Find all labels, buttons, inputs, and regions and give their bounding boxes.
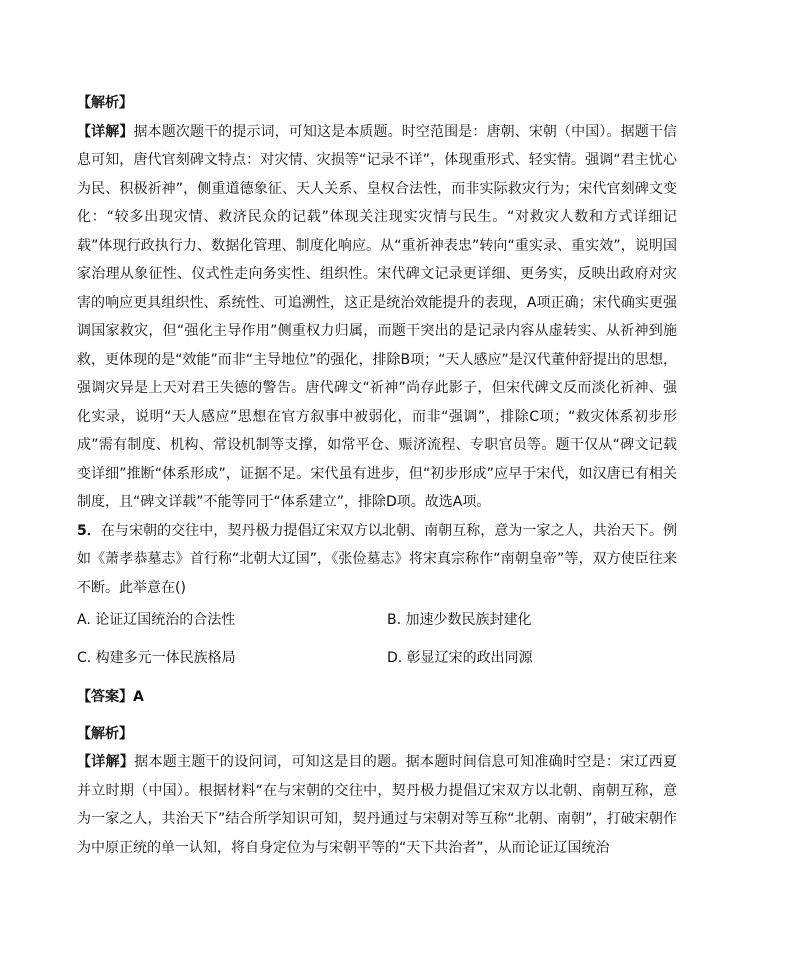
question-stem-text: 在与宋朝的交往中，契丹极力提倡辽宋双方以北朝、南朝互称，意为一家之人，共治天下。例如《萧孝恭墓志》首行称“北朝大辽国”，《张俭墓志》将宋真宗称作“南朝皇帝”等，双方使臣往来不断。此举意在()	[77, 522, 677, 596]
question-number: 5．	[77, 522, 101, 539]
answer-line	[77, 683, 677, 712]
document-content	[77, 89, 677, 862]
analysis-label-2: 【解析】	[77, 725, 133, 742]
answer-options	[77, 606, 677, 683]
detail-text: 据本题次题干的提示词，可知这是本质题。时空范围是：唐朝、宋朝（中国）。据题干信息可知，唐代官刻碑文特点：对灾情、灾损等“记录不详”，体现重形式、轻实情。强调“君主忧心为民、积极祈神”，侧重道德象征、天人关系、皇权合法性，而非实际救灾行为；宋代官刻碑文变化：“较多出现灾情、救济民众的记载”体现关注现实灾情与民生。“对救灾人数和方式详细记载”体现行政执行力、数据化管理、制度化响应。从“重祈神表忠”转向“重实录、重实效”，说明国家治理从象征性、仪式性走向务实性、组织性。宋代碑文记录更详细、更务实，反映出政府对灾害的响应更具组织性、系统性、可追溯性，这正是统治效能提升的表现，A项正确；宋代确实更强调国家救灾，但“强化主导作用”侧重权力归属，而题干突出的是记录内容从虚转实、从祈神到施救，更体现的是“效能”而非“主导地位”的强化，排除B项；“天人感应”是汉代董仲舒提出的思想，强调灾异是上天对君王失德的警告。唐代碑文“祈神”尚存此影子，但宋代碑文反而淡化祈神、强化实录，说明“天人感应”思想在官方叙事中被弱化，而非“强调”，排除C项；“救灾体系初步形成”需有制度、机构、常设机制等支撑，如常平仓、赈济流程、专职官员等。题干仅从“碑文记载变详细”推断“体系形成”，证据不足。宋代虽有进步，但“初步形成”应早于宋代，如汉唐已有相关制度，且“碑文详载”不能等同于“体系建立”，排除D项。故选A项。	[77, 123, 678, 510]
detail-paragraph-2	[77, 748, 677, 862]
detail-label: 【详解】	[77, 123, 134, 140]
answer-label: 【答案】	[77, 689, 133, 705]
option-a: A. 论证辽国统治的合法性	[77, 612, 236, 628]
analysis-heading-1	[77, 89, 677, 118]
detail-text-2: 据本题主题干的设问词，可知这是目的题。据本题时间信息可知准确时空是：宋辽西夏并立时期（中国）。根据材料“在与宋朝的交往中，契丹极力提倡辽宋双方以北朝、南朝互称，意为一家之人，共治天下”结合所学知识可知，契丹通过与宋朝对等互称“北朝、南朝”，打破宋朝作为中原正统的单一认知，将自身定位为与宋朝平等的“天下共治者”，从而论证辽国统治	[77, 754, 677, 856]
option-c: C. 构建多元一体民族格局	[77, 650, 236, 666]
option-b: B. 加速少数民族封建化	[387, 612, 532, 628]
option-d: D. 彰显辽宋的政出同源	[387, 650, 533, 666]
analysis-label: 【解析】	[77, 95, 133, 111]
question-5-stem	[77, 517, 677, 603]
detail-paragraph-1	[77, 118, 677, 517]
analysis-heading-2	[77, 720, 677, 749]
detail-label-2: 【详解】	[77, 754, 135, 770]
answer-value: A	[133, 689, 144, 705]
